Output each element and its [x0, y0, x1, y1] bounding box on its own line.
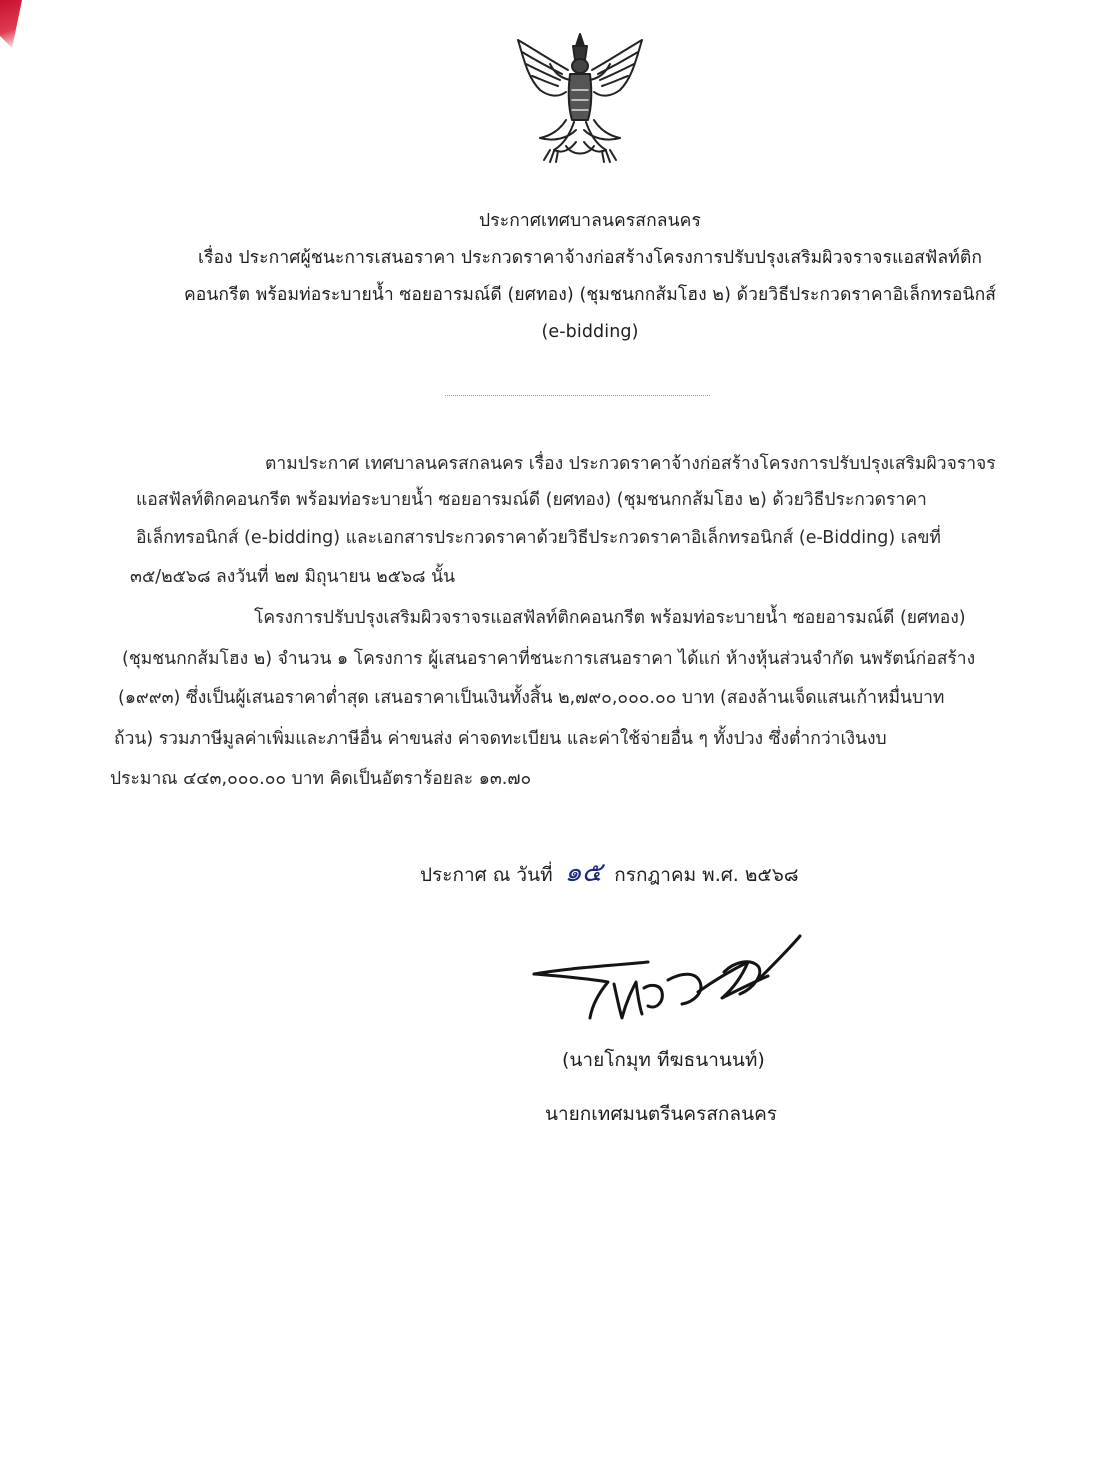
announcement-header: [100, 203, 1080, 351]
announcement-title: ประกาศเทศบาลนครสกลนคร: [479, 211, 701, 231]
handwritten-day: ๑๕: [564, 857, 603, 888]
paragraph-2-line: ถ้วน) รวมภาษีมูลค่าเพิ่มและภาษีอื่น ค่าขนส่ง ค่าจดทะเบียน และค่าใช้จ่ายอื่น ๆ ทั้งปวง ซึ่งต่ำกว่าเงินงบ: [114, 729, 887, 749]
announcement-subject-line-2: คอนกรีต พร้อมท่อระบายน้ำ ซอยอารมณ์ดี (ยศทอง) (ชุมชนกกส้มโฮง ๒) ด้วยวิธีประกวดราคาอิเล็กทรอนิกส์: [183, 285, 997, 305]
handwritten-signature-icon: [528, 932, 808, 1032]
signer-title: นายกเทศมนตรีนครสกลนคร: [545, 1103, 777, 1125]
dotted-divider: [445, 395, 710, 396]
announcement-subject-line-1: เรื่อง ประกาศผู้ชนะการเสนอราคา ประกวดราคาจ้างก่อสร้างโครงการปรับปรุงเสริมผิวจราจรแอสฟัลท์ติก: [197, 248, 983, 268]
paragraph-2-line: ประมาณ ๔๔๓,๐๐๐.๐๐ บาท คิดเป็นอัตราร้อยละ ๑๓.๗๐: [110, 769, 532, 789]
date-suffix: กรกฎาคม พ.ศ. ๒๕๖๘: [614, 864, 799, 886]
announcement-date: [420, 850, 799, 893]
red-corner-mark: [0, 0, 22, 48]
signer-name: (นายโกมุท ทีฆธนานนท์): [562, 1049, 765, 1071]
paragraph-1-line: อิเล็กทรอนิกส์ (e-bidding) และเอกสารประกวดราคาด้วยวิธีประกวดราคาอิเล็กทรอนิกส์ (e-Bidding) เลขที่: [136, 528, 941, 548]
paragraph-1-line: ตามประกาศ เทศบาลนครสกลนคร เรื่อง ประกวดราคาจ้างก่อสร้างโครงการปรับปรุงเสริมผิวจราจร: [265, 454, 996, 474]
paragraph-2-line: โครงการปรับปรุงเสริมผิวจราจรแอสฟัลท์ติกคอนกรีต พร้อมท่อระบายน้ำ ซอยอารมณ์ดี (ยศทอง): [254, 608, 966, 628]
garuda-emblem-icon: [510, 30, 650, 170]
paragraph-2-line: (๑๙๙๓) ซึ่งเป็นผู้เสนอราคาต่ำสุด เสนอราคาเป็นเงินทั้งสิ้น ๒,๗๙๐,๐๐๐.๐๐ บาท (สองล้านเจ็ดแสนเก้าหมื่นบาท: [118, 688, 945, 708]
paragraph-2-line: (ชุมชนกกส้มโฮง ๒) จำนวน ๑ โครงการ ผู้เสนอราคาที่ชนะการเสนอราคา ได้แก่ ห้างหุ้นส่วนจำกัด นพรัตน์ก่อสร้าง: [122, 649, 976, 669]
paragraph-1-line: แอสฟัลท์ติกคอนกรีต พร้อมท่อระบายน้ำ ซอยอารมณ์ดี (ยศทอง) (ชุมชนกกส้มโฮง ๒) ด้วยวิธีประกวดราคา: [136, 490, 927, 510]
announcement-subject-line-3: (e-bidding): [541, 322, 639, 342]
date-prefix: ประกาศ ณ วันที่: [420, 864, 553, 886]
paragraph-1-line: ๓๕/๒๕๖๘ ลงวันที่ ๒๗ มิถุนายน ๒๕๖๘ นั้น: [130, 567, 456, 587]
